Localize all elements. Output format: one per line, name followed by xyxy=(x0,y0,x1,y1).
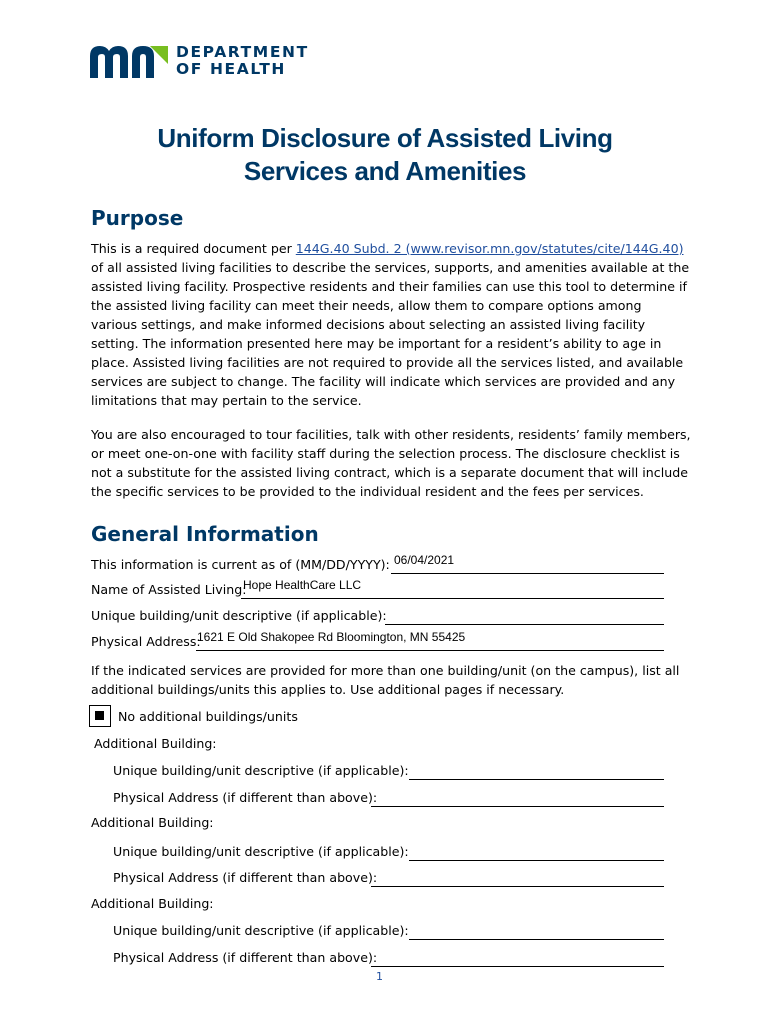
logo-line-department: DEPARTMENT xyxy=(176,43,309,61)
additional-building-1-unique-field[interactable] xyxy=(409,779,664,780)
checkbox-checked-mark xyxy=(95,711,104,720)
title-line-2: Services and Amenities xyxy=(243,156,527,186)
current-as-of-value: 06/04/2021 xyxy=(394,553,455,567)
additional-building-2-address-row xyxy=(113,867,664,887)
name-row xyxy=(91,579,664,599)
additional-building-2-unique-field[interactable] xyxy=(409,860,664,861)
physical-address-row xyxy=(91,631,664,651)
name-value: Hope HealthCare LLC xyxy=(243,578,362,592)
additional-building-3-unique-row xyxy=(113,920,664,940)
purpose-paragraph-1 xyxy=(91,239,691,410)
additional-building-1-unique-row xyxy=(113,760,664,780)
additional-building-3-address-field[interactable] xyxy=(371,966,664,967)
current-as-of-field[interactable] xyxy=(391,573,664,574)
physical-address-field[interactable] xyxy=(196,650,664,651)
unique-building-row xyxy=(91,605,664,625)
additional-building-1-address-label: Physical Address (if different than above): xyxy=(113,790,378,805)
no-additional-buildings-label: No additional buildings/units xyxy=(118,709,298,724)
additional-building-1-unique-label: Unique building/unit descriptive (if applicable): xyxy=(113,763,409,778)
purpose-heading: Purpose xyxy=(91,206,184,230)
physical-address-label: Physical Address: xyxy=(91,634,201,649)
minnesota-mn-logo-icon xyxy=(90,44,168,78)
name-label: Name of Assisted Living: xyxy=(91,582,247,597)
document-title xyxy=(0,122,770,188)
statute-link[interactable]: 144G.40 Subd. 2 (www.revisor.mn.gov/statutes/cite/144G.40) xyxy=(295,241,684,256)
current-as-of-row xyxy=(91,554,664,574)
purpose-p1-prefix: This is a required document per xyxy=(91,241,296,256)
general-information-heading: General Information xyxy=(91,522,319,546)
physical-address-value: 1621 E Old Shakopee Rd Bloomington, MN 55425 xyxy=(197,630,466,644)
additional-building-1-address-row xyxy=(113,787,664,807)
page-number: 1 xyxy=(376,970,383,983)
mdh-logo xyxy=(90,44,309,78)
no-additional-buildings-checkbox[interactable] xyxy=(89,705,111,727)
additional-building-1-address-field[interactable] xyxy=(371,806,664,807)
additional-building-2-address-label: Physical Address (if different than above): xyxy=(113,870,378,885)
logo-wordmark xyxy=(176,44,309,78)
name-field[interactable] xyxy=(241,598,664,599)
additional-building-3-unique-field[interactable] xyxy=(409,939,664,940)
additional-building-3-address-label: Physical Address (if different than above): xyxy=(113,950,378,965)
current-as-of-label: This information is current as of (MM/DD/YYYY): xyxy=(91,557,390,572)
additional-building-1-heading: Additional Building: xyxy=(94,736,217,751)
additional-building-2-address-field[interactable] xyxy=(371,886,664,887)
unique-building-field[interactable] xyxy=(385,624,664,625)
additional-building-3-address-row xyxy=(113,947,664,967)
additional-building-2-unique-label: Unique building/unit descriptive (if applicable): xyxy=(113,844,409,859)
purpose-paragraph-2: You are also encouraged to tour facilities, talk with other residents, residents’ family members, or meet one-on-one with facility staff during the selection process. The disclosure checklist is not a substitute for the assisted living contract, which is a separate document that will include the specific services to be provided to the individual resident and the fees per services. xyxy=(91,427,691,499)
unique-building-label: Unique building/unit descriptive (if applicable): xyxy=(91,608,387,623)
purpose-p1-rest: of all assisted living facilities to describe the services, supports, and amenities available at the assisted living facility. Prospective residents and their families can use this tool to determine if the assisted living facility can meet their needs, allow them to compare options among various settings, and make informed decisions about selecting an assisted living facility setting. The information presented here may be important for a resident’s ability to age in place. Assisted living facilities are not required to provide all the services listed, and available services are subject to change. The facility will indicate which services are provided and any limitations that may pertain to the service. xyxy=(91,260,690,408)
logo-line-of-health: OF HEALTH xyxy=(176,60,286,78)
additional-building-2-heading: Additional Building: xyxy=(91,815,214,830)
title-line-1: Uniform Disclosure of Assisted Living xyxy=(157,123,613,153)
additional-building-3-heading: Additional Building: xyxy=(91,896,214,911)
additional-building-3-unique-label: Unique building/unit descriptive (if applicable): xyxy=(113,923,409,938)
additional-building-2-unique-row xyxy=(113,841,664,861)
multi-building-note: If the indicated services are provided for more than one building/unit (on the campus), list all additional buildings/units this applies to. Use additional pages if necessary. xyxy=(91,663,680,697)
